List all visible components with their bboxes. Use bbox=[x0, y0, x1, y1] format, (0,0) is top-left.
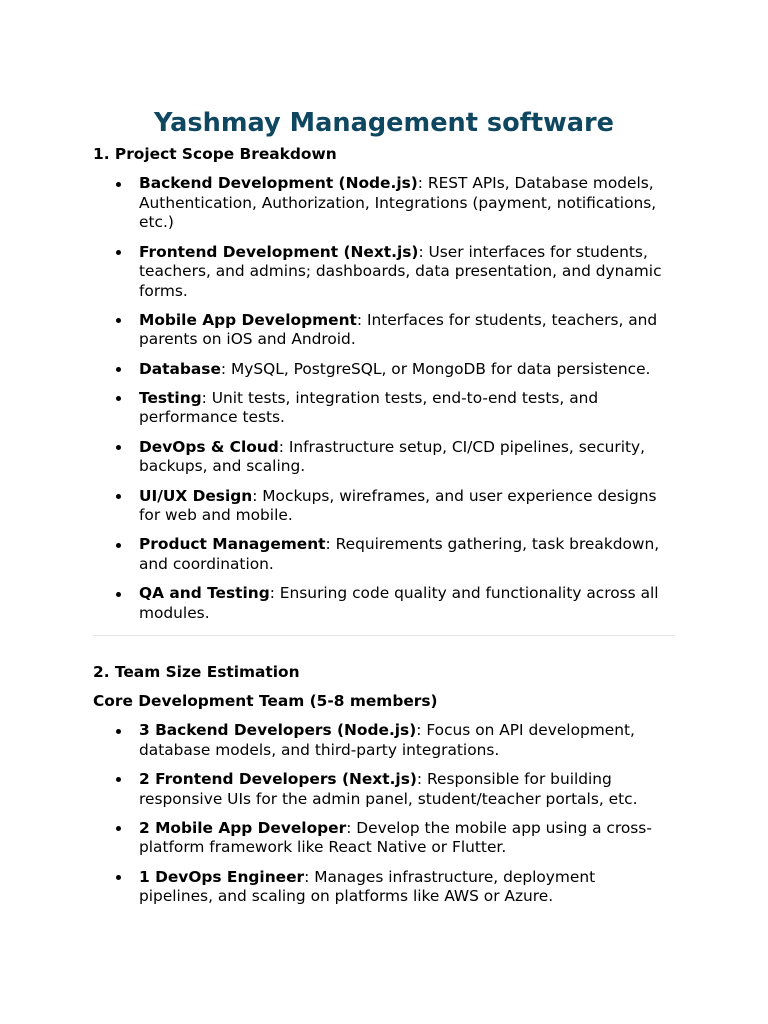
list-item bbox=[139, 174, 669, 233]
bullet-icon bbox=[116, 777, 121, 782]
list-item bbox=[139, 868, 669, 907]
section-heading-team-size: 2. Team Size Estimation bbox=[93, 663, 300, 682]
list-item-text: : Ensuring code quality and functionality across all modules. bbox=[139, 584, 659, 622]
bullet-icon bbox=[116, 875, 121, 880]
list-item-label: DevOps & Cloud bbox=[139, 437, 279, 456]
bullet-icon bbox=[116, 318, 121, 323]
list-item-text: : Responsible for building responsive UIs for the admin panel, student/teacher portals, etc. bbox=[139, 770, 638, 808]
list-item bbox=[139, 770, 669, 809]
list-item-label: Product Management bbox=[139, 535, 326, 554]
bullet-icon bbox=[116, 729, 121, 734]
bullet-icon bbox=[116, 592, 121, 597]
bullet-icon bbox=[116, 396, 121, 401]
list-item-text: : User interfaces for students, teachers, and admins; dashboards, data presentation, and dynamic forms. bbox=[139, 242, 662, 300]
list-item bbox=[139, 360, 669, 380]
list-item-label: 2 Mobile App Developer bbox=[139, 818, 347, 837]
project-scope-list bbox=[93, 174, 669, 623]
list-item bbox=[139, 535, 669, 574]
bullet-icon bbox=[116, 826, 121, 831]
subsection-heading-core-team: Core Development Team (5-8 members) bbox=[93, 692, 438, 711]
list-item-label: 2 Frontend Developers (Next.js) bbox=[139, 770, 417, 789]
bullet-icon bbox=[116, 182, 121, 187]
list-item bbox=[139, 438, 669, 477]
list-item-label: Mobile App Development bbox=[139, 310, 357, 329]
list-item-text: : REST APIs, Database models, Authentication, Authorization, Integrations (payment, notifications, etc.) bbox=[139, 174, 657, 232]
document-title: Yashmay Management software bbox=[153, 108, 615, 138]
section-divider bbox=[93, 635, 675, 636]
bullet-icon bbox=[116, 250, 121, 255]
list-item-text: : Unit tests, integration tests, end-to-end tests, and performance tests. bbox=[139, 388, 599, 427]
list-item-text: : Develop the mobile app using a cross-platform framework like React Native or Flutter. bbox=[139, 818, 652, 857]
list-item bbox=[139, 721, 669, 760]
list-item-label: UI/UX Design bbox=[139, 486, 253, 505]
core-team-list bbox=[93, 721, 669, 906]
list-item-text: : Mockups, wireframes, and user experience designs for web and mobile. bbox=[139, 486, 657, 525]
bullet-icon bbox=[116, 445, 121, 450]
list-item-label: QA and Testing bbox=[139, 584, 270, 603]
list-item bbox=[139, 487, 669, 526]
list-item-label: 1 DevOps Engineer bbox=[139, 867, 305, 886]
list-item-text: : Manages infrastructure, deployment pipelines, and scaling on platforms like AWS or Azure. bbox=[139, 867, 596, 906]
list-item-text: : Infrastructure setup, CI/CD pipelines, security, backups, and scaling. bbox=[139, 437, 646, 476]
section-heading-project-scope: 1. Project Scope Breakdown bbox=[93, 145, 337, 164]
list-item-label: Database bbox=[139, 359, 221, 378]
list-item-label: 3 Backend Developers (Node.js) bbox=[139, 721, 417, 740]
bullet-icon bbox=[116, 494, 121, 499]
list-item bbox=[139, 311, 669, 350]
list-item bbox=[139, 389, 669, 428]
document-body bbox=[93, 107, 675, 907]
list-item-text: : Interfaces for students, teachers, and parents on iOS and Android. bbox=[139, 310, 658, 349]
list-item bbox=[139, 243, 669, 302]
list-item bbox=[139, 584, 669, 623]
list-item-label: Testing bbox=[139, 388, 202, 407]
list-item-text: : MySQL, PostgreSQL, or MongoDB for data persistence. bbox=[220, 359, 651, 378]
list-item-label: Backend Development (Node.js) bbox=[139, 174, 418, 193]
bullet-icon bbox=[116, 543, 121, 548]
list-item-label: Frontend Development (Next.js) bbox=[139, 242, 419, 261]
list-item bbox=[139, 819, 669, 858]
list-item-text: : Focus on API development, database models, and third-party integrations. bbox=[139, 721, 635, 759]
bullet-icon bbox=[116, 367, 121, 372]
list-item-text: : Requirements gathering, task breakdown, and coordination. bbox=[139, 535, 660, 573]
